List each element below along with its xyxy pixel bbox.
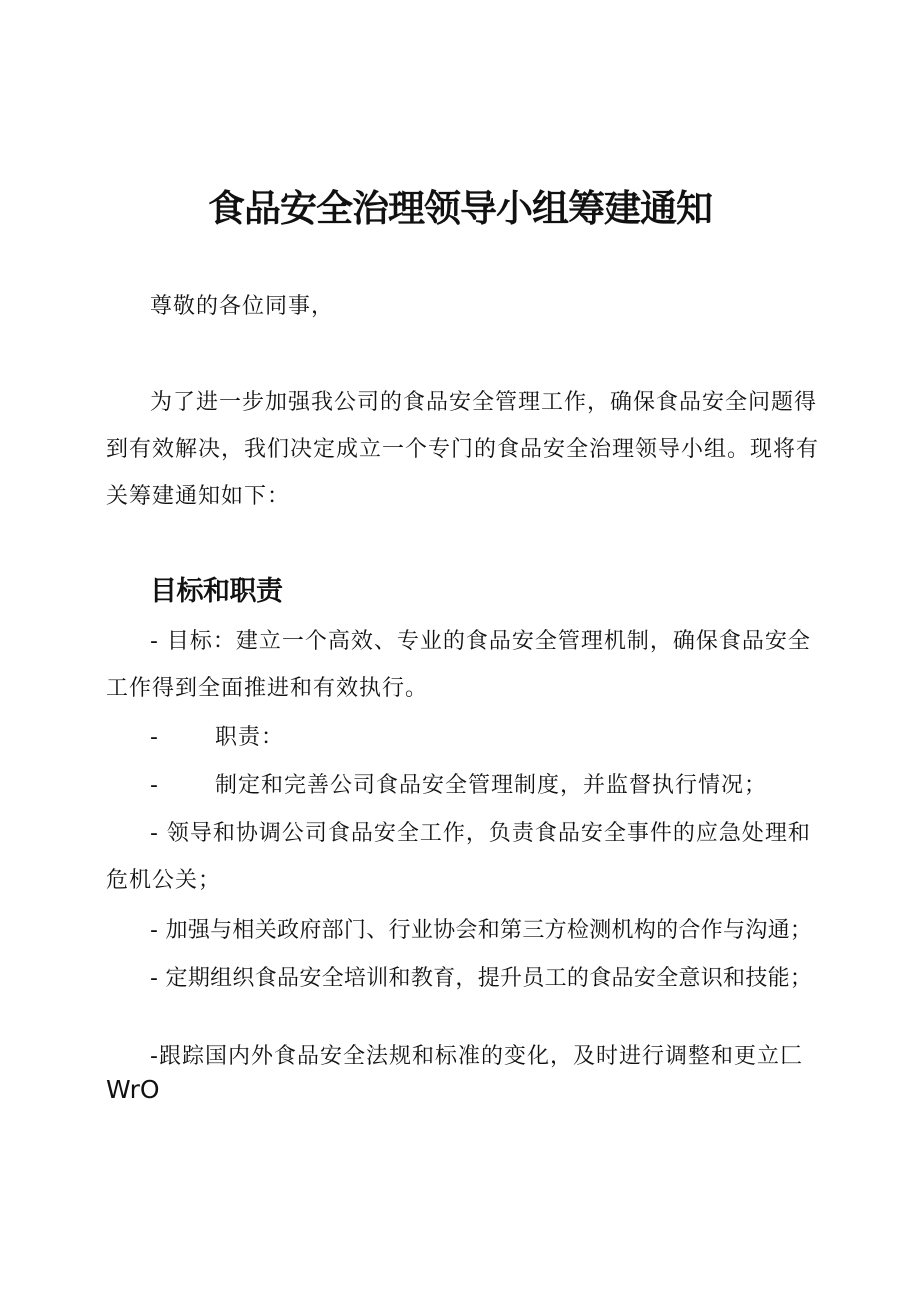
duty-dash: - xyxy=(150,725,159,750)
duty-line xyxy=(150,727,284,749)
document-title: 食品安全治理领导小组筹建通知 xyxy=(208,187,712,230)
intro-line-3: 关筹建通知如下： xyxy=(106,484,291,509)
item-3-line: - 加强与相关政府部门、行业协会和第三方检测机构的合作与沟通； xyxy=(150,918,813,943)
intro-line-2: 到有效解决，我们决定成立一个专门的食品安全治理领导小组。现将有 xyxy=(106,437,820,462)
goal-line-1: - 目标：建立一个高效、专业的食品安全管理机制，确保食品安全 xyxy=(150,629,811,654)
greeting: 尊敬的各位同事， xyxy=(150,294,335,319)
item-2-line-2: 危机公关； xyxy=(106,868,222,893)
item-1-text: 制定和完善公司食品安全管理制度，并监督执行情况； xyxy=(215,773,768,798)
item-5-line: -跟踪国内外食品安全法规和标准的变化，及时进行调整和更立匚 xyxy=(150,1044,803,1069)
duty-label: 职责： xyxy=(215,725,285,750)
item-1-dash: - xyxy=(150,773,159,798)
trailing-fragment: WrO xyxy=(106,1075,160,1104)
section-heading: 目标和职责 xyxy=(150,576,283,607)
item-4-line: - 定期组织食品安全培训和教育，提升员工的食品安全意识和技能； xyxy=(150,966,813,991)
item-1-line xyxy=(150,775,767,797)
intro-line-1: 为了进一步加强我公司的食品安全管理工作，确保食品安全问题得 xyxy=(150,390,818,415)
goal-line-2: 工作得到全面推进和有效执行。 xyxy=(106,676,429,701)
item-2-line-1: - 领导和协调公司食品安全工作，负责食品安全事件的应急处理和 xyxy=(150,821,811,846)
